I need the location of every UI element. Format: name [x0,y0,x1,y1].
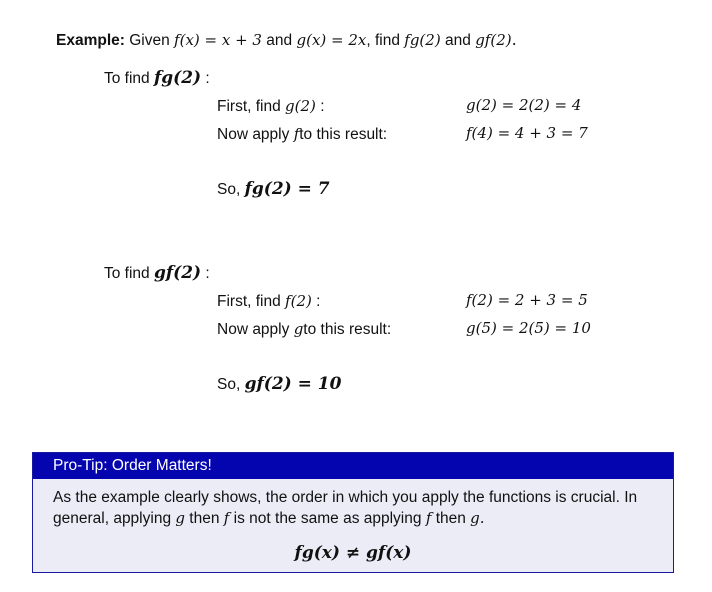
fg-step1-suffix: : [320,98,325,115]
gf-heading-math: gf(2) [153,263,202,283]
gf-step1-math: f(2) [285,292,312,310]
gf-conclusion [217,374,341,394]
pro-tip-f: f [223,509,230,527]
gf-conclusion-prefix: So, [217,376,241,393]
fg-conclusion-prefix: So, [217,181,241,198]
pro-tip-box [32,452,674,573]
fg-step1-math: g(2) [285,97,316,115]
pro-tip-g2: g. [470,509,485,527]
pro-tip-text-a: general, applying [53,510,172,527]
example-statement [56,30,517,50]
target-fg: fg(2) [404,31,441,49]
example-find: , find [366,32,400,49]
fg-heading [104,68,210,88]
fg-step1 [217,97,325,116]
fg-step2-prefix: Now apply [217,126,290,143]
pro-tip-formula-row [33,543,673,563]
fg-step2-result: f(4) = 4 + 3 = 7 [466,124,588,142]
gf-heading-suffix: : [205,265,210,282]
gf-heading [104,263,210,283]
example-intro: Given [129,32,170,49]
pro-tip-text [53,488,663,529]
example-label: Example: [56,32,125,49]
pro-tip-f2: f [425,509,432,527]
fg-step2 [217,125,387,144]
fg-heading-math: fg(2) [153,68,202,88]
gf-step1 [217,292,320,311]
g-definition: g(x) = 2x [296,31,367,49]
pro-tip-g: g [175,509,185,527]
fg-conclusion-math: fg(2) = 7 [244,179,330,199]
fg-step2-suffix: to this result: [299,126,388,143]
gf-step2-result: g(5) = 2(5) = 10 [466,319,591,337]
pro-tip-line-2 [53,508,663,529]
gf-step1-prefix: First, find [217,293,281,310]
example-and-1: and [266,32,293,49]
gf-step1-suffix: : [316,293,321,310]
pro-tip-formula: fg(x) ≠ gf(x) [294,543,412,563]
pro-tip-text-c: is not the same as applying [233,510,422,527]
example-end: . [511,30,517,49]
pro-tip-title: Pro-Tip: Order Matters! [33,453,673,479]
pro-tip-text-b: then [189,510,220,527]
gf-heading-prefix: To find [104,265,150,282]
gf-step1-result: f(2) = 2 + 3 = 5 [466,291,588,309]
fg-heading-suffix: : [205,70,210,87]
target-gf: gf(2) [475,31,512,49]
fg-step2-math: f [293,125,300,143]
fg-conclusion [217,179,330,199]
fg-step1-prefix: First, find [217,98,281,115]
gf-step2-prefix: Now apply [217,321,290,338]
pro-tip-text-d: then [435,510,466,527]
gf-step2-math: g [293,320,304,338]
gf-step2 [217,320,391,339]
fg-heading-prefix: To find [104,70,150,87]
fg-step1-result: g(2) = 2(2) = 4 [466,96,582,114]
example-and-2: and [445,32,471,49]
gf-step2-suffix: to this result: [303,321,392,338]
f-definition: f(x) = x + 3 [174,31,262,49]
pro-tip-line-1: As the example clearly shows, the order in which you apply the functions is crucial. In [53,489,638,506]
gf-conclusion-math: gf(2) = 10 [244,374,342,394]
